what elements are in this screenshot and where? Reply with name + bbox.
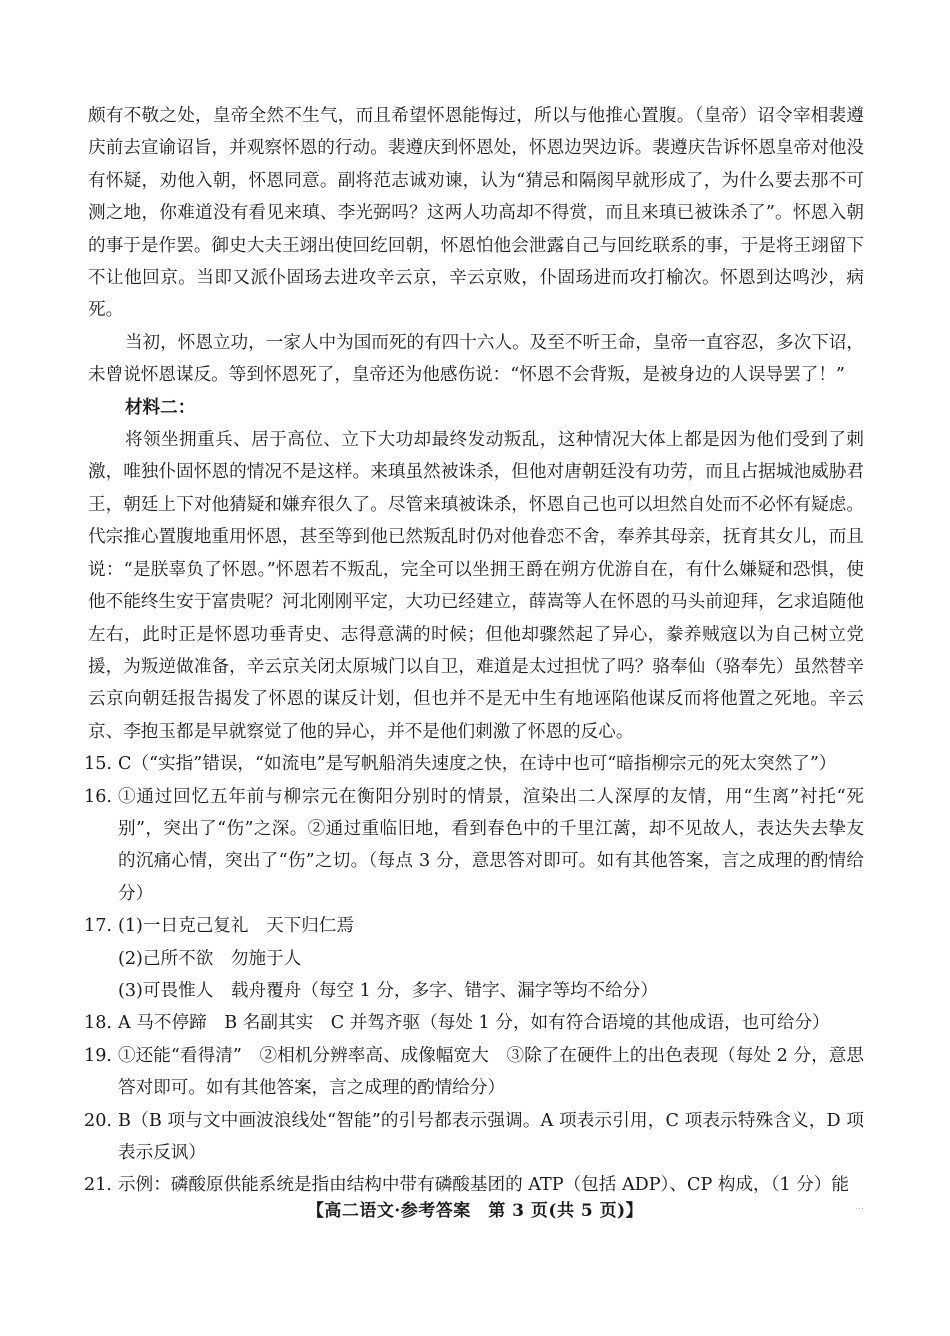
material-2-heading: 材料二：: [124, 396, 196, 418]
paragraph-initially: 当初，怀恩立功，一家人中为国而死的有四十六人。及至不听王命，皇帝一直容忍，多次下诏，未曾说怀恩谋反。等到怀恩死了，皇帝还为他感伤说：“怀恩不会背叛，是被身边的人误导罢了！”: [88, 332, 864, 386]
answer-17-part-2: (2)己所不欲 勿施于人: [118, 948, 302, 969]
answer-number: 20.: [84, 1110, 112, 1131]
answer-text: (1)一日克己复礼 天下归仁焉: [118, 916, 355, 937]
paragraph-continued: 颇有不敬之处，皇帝全然不生气，而且希望怀恩能悔过，所以与他推心置腹。（皇帝）诏令宰相裴遵庆前去宣谕诏旨，并观察怀恩的行动。裴遵庆到怀恩处，怀恩边哭边诉。裴遵庆告诉怀恩皇帝对他没有怀疑，劝他入朝，怀恩同意。副将范志诚劝谏，认为“猜忌和隔阂早就形成了，为什么要去那不可测之地，你难道没有看见来瑱、李光弼吗？这两人功高却不得赏，而且来瑱已被诛杀了”。怀恩入朝的事于是作罢。御史大夫王翊出使回纥回朝，怀恩怕他会泄露自己与回纥联系的事，于是将王翊留下不让他回京。当即又派仆固玚去进攻辛云京，辛云京败，仆固玚进而攻打榆次。怀恩到达鸣沙，病死。: [88, 106, 864, 321]
corner-mark: ...: [855, 1202, 864, 1212]
answer-number: 19.: [84, 1045, 112, 1066]
answer-text: A 马不停蹄 B 名副其实 C 并驾齐驱（每处 1 分，如有符合语境的其他成语，也可给分）: [118, 1013, 830, 1034]
answer-number: 15.: [84, 754, 112, 775]
answer-number: 16.: [84, 786, 112, 807]
answer-17-part-3: (3)可畏惟人 载舟覆舟（每空 1 分，多字、错字、漏字等均不给分）: [118, 980, 658, 1001]
answer-number: 21.: [84, 1175, 112, 1196]
answer-18: [84, 1007, 864, 1039]
answer-text: C（“实指”错误，“如流电”是写帆船消失速度之快，在诗中也可“暗指柳宗元的死太突然了”）: [118, 754, 837, 775]
answer-number: 17.: [84, 916, 112, 937]
answer-17: [84, 910, 864, 942]
answer-15: [84, 748, 864, 780]
answer-text: B（B 项与文中画波浪线处“智能”的引号都表示强调。A 项表示引用，C 项表示特殊含义，D 项表示反讽）: [118, 1110, 864, 1163]
answer-number: 18.: [84, 1013, 112, 1034]
answer-20: [84, 1105, 864, 1170]
answer-text: 示例：磷酸原供能系统是指由结构中带有磷酸基团的 ATP（包括 ADP）、CP 构成，（1 分）能: [118, 1175, 850, 1196]
page-footer: 【高二语文·参考答案 第 3 页(共 5 页)】: [306, 1201, 644, 1221]
answer-text: ①还能“看得清” ②相机分辨率高、成像幅宽大 ③除了在硬件上的出色表现（每处 2 分，意思答对即可。如有其他答案，言之成理的酌情给分）: [118, 1045, 864, 1099]
answer-16: [84, 781, 864, 911]
material-2-body: 将领坐拥重兵、居于高位、立下大功却最终发动叛乱，这种情况大体上都是因为他们受到了刺激，唯独仆固怀恩的情况不是这样。来瑱虽然被诛杀，但他对唐朝廷没有功劳，而且占据城池威胁君王，朝廷上下对他猜疑和嫌弃很久了。尽管来瑱被诛杀，怀恩自己也可以坦然自处而不必怀有疑虑。代宗推心置腹地重用怀恩，甚至等到他已然叛乱时仍对他眷恋不舍，奉养其母亲，抚育其女儿，而且说：“是朕辜负了怀恩。”怀恩若不叛乱，完全可以坐拥王爵在朔方优游自在，有什么嫌疑和恐惧，使他不能终生安于富贵呢？河北刚刚平定，大功已经建立，薛嵩等人在怀恩的马头前迎拜，乞求追随他左右，此时正是怀恩功垂青史、志得意满的时候；但他却骤然起了异心，豢养贼寇以为自己树立党援，为叛逆做准备，辛云京关闭太原城门以自卫，难道是太过担忧了吗？骆奉仙（骆奉先）虽然替辛云京向朝廷报告揭发了怀恩的谋反计划，但也并不是无中生有地诬陷他谋反而将他置之死地。辛云京、李抱玉都是早就察觉了他的异心，并不是他们刺激了怀恩的反心。: [88, 430, 864, 742]
answer-text: ①通过回忆五年前与柳宗元在衡阳分别时的情景，渲染出二人深厚的友情，用“生离”衬托“死别”，突出了“伤”之深。②通过重临旧地，看到春色中的千里江蓠，却不见故人，表达失去挚友的沉痛心情，突出了“伤”之切。（每点 3 分，意思答对即可。如有其他答案，言之成理的酌情给分）: [118, 786, 864, 904]
answer-19: [84, 1040, 864, 1105]
